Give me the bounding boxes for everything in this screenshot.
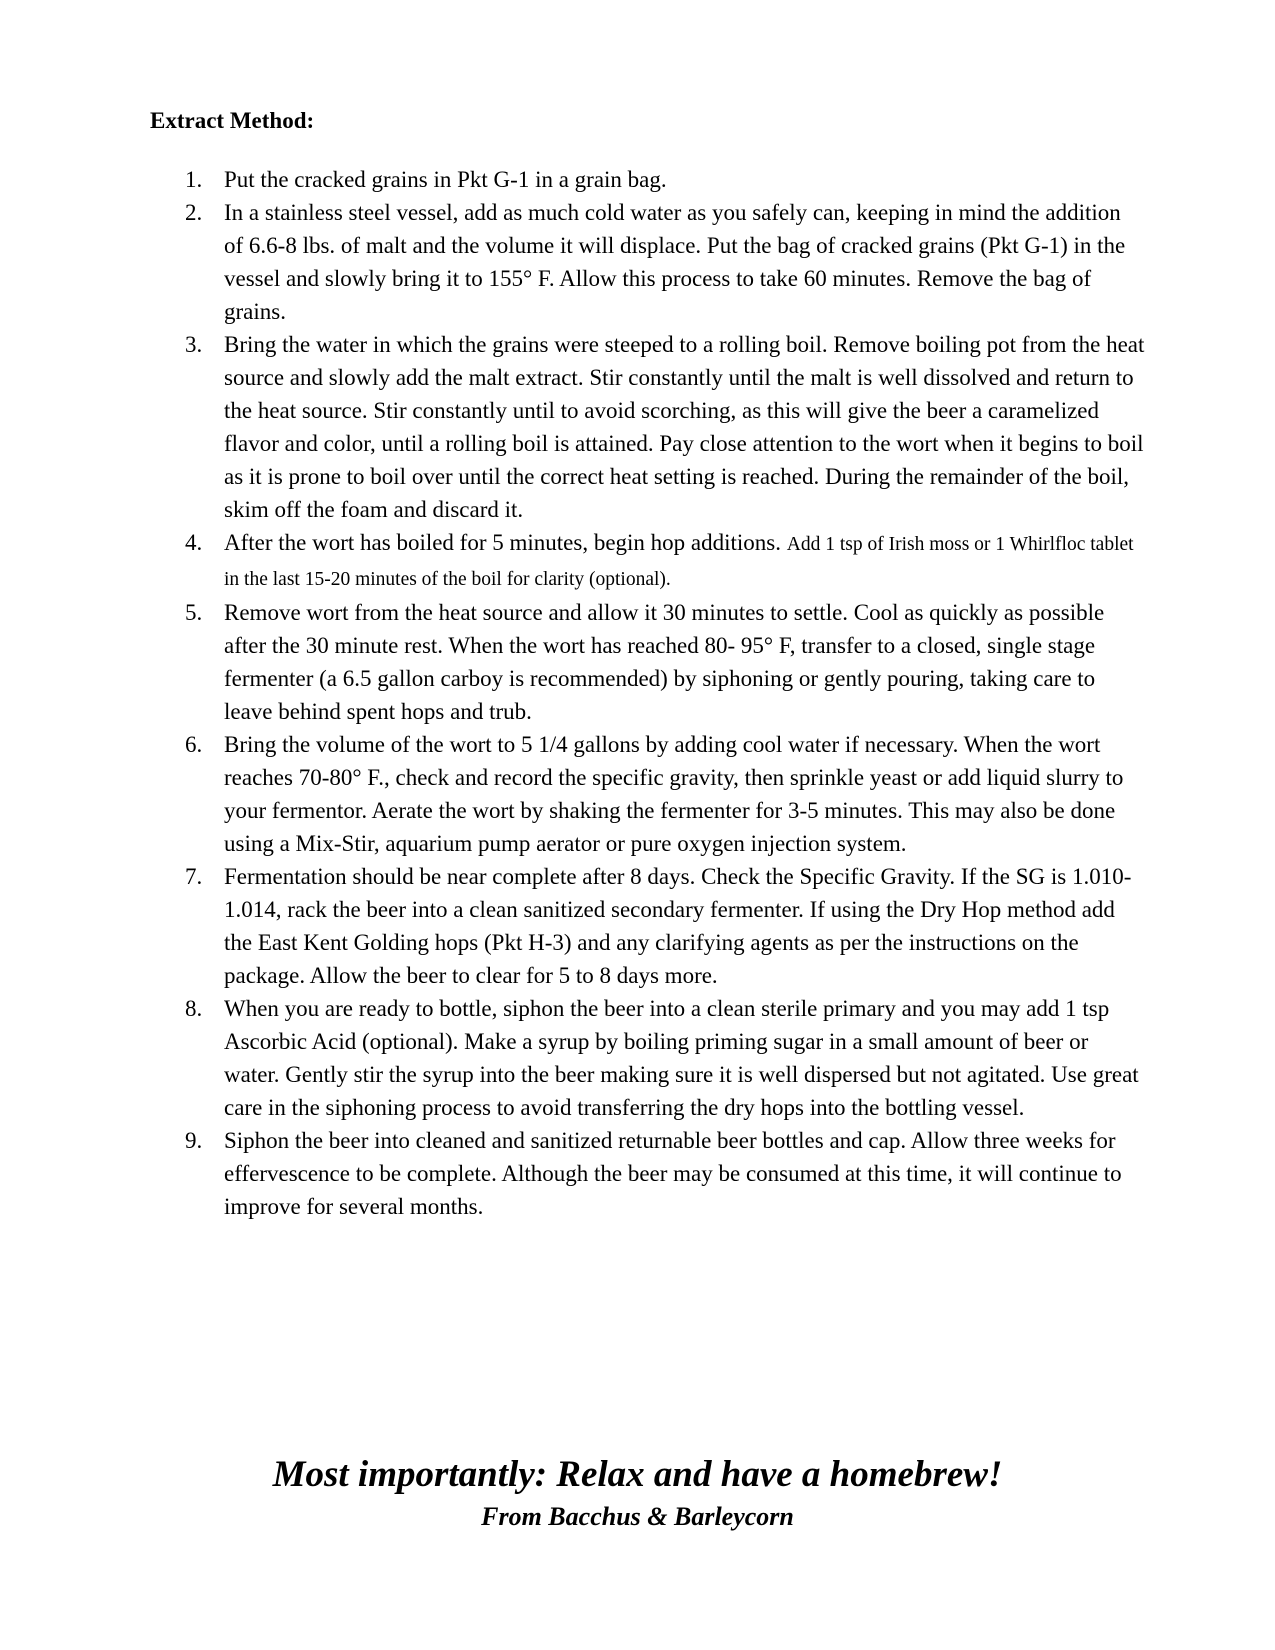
step-number: 6. — [185, 732, 203, 757]
step-number: 8. — [185, 996, 203, 1021]
step-text: Siphon the beer into cleaned and sanitized returnable beer bottles and cap. Allow three weeks for effervescence to be complete. Although the beer may be consumed at this time, it will continue to improve for several months. — [224, 1128, 1122, 1219]
step-text: Remove wort from the heat source and allow it 30 minutes to settle. Cool as quickly as possible after the 30 minute rest. When the wort has reached 80- 95° F, transfer to a closed, single stage fermenter (a 6.5 gallon carboy is recommended) by siphoning or gently pouring, taking care to leave behind spent hops and trub. — [224, 600, 1105, 724]
instruction-step — [185, 1124, 1145, 1223]
section-heading: Extract Method: — [150, 108, 315, 133]
step-number: 2. — [185, 200, 203, 225]
instruction-step — [185, 596, 1145, 728]
step-text: Bring the volume of the wort to 5 1/4 gallons by adding cool water if necessary. When the wort reaches 70-80° F., check and record the specific gravity, then sprinkle yeast or add liquid slurry to your fermentor. Aerate the wort by shaking the fermenter for 3-5 minutes. This may also be done using a Mix-Stir, aquarium pump aerator or pure oxygen injection system. — [224, 732, 1124, 856]
step-note-text: Add 1 tsp of Irish moss or 1 Whirlfloc tablet in the last 15-20 minutes of the boil for clarity (optional). — [224, 534, 1134, 590]
step-number: 1. — [185, 167, 203, 192]
step-number: 7. — [185, 864, 203, 889]
step-text: After the wort has boiled for 5 minutes, begin hop additions. — [224, 530, 782, 555]
step-text: Bring the water in which the grains were steeped to a rolling boil. Remove boiling pot from the heat source and slowly add the malt extract. Stir constantly until the malt is well dissolved and return to the heat source. Stir constantly until to avoid scorching, as this will give the beer a caramelized flavor and color, until a rolling boil is attained. Pay close attention to the wort when it begins to boil as it is prone to boil over until the correct heat setting is reached. During the remainder of the boil, skim off the foam and discard it. — [224, 332, 1145, 522]
step-number: 3. — [185, 332, 203, 357]
instruction-step — [185, 328, 1145, 526]
instruction-step — [185, 728, 1145, 860]
footer-tagline: Most importantly: Relax and have a homebrew! — [272, 1454, 1003, 1495]
step-text: In a stainless steel vessel, add as much cold water as you safely can, keeping in mind the addition of 6.6-8 lbs. of malt and the volume it will displace. Put the bag of cracked grains (Pkt G-1) in the vessel and slowly bring it to 155° F. Allow this process to take 60 minutes. Remove the bag of grains. — [224, 200, 1126, 324]
footer-credit: From Bacchus & Barleycorn — [481, 1502, 794, 1531]
step-number: 4. — [185, 530, 203, 555]
step-text: Fermentation should be near complete after 8 days. Check the Specific Gravity. If the SG is 1.010-1.014, rack the beer into a clean sanitized secondary fermenter. If using the Dry Hop method add the East Kent Golding hops (Pkt H-3) and any clarifying agents as per the instructions on the package. Allow the beer to clear for 5 to 8 days more. — [224, 864, 1132, 988]
step-number: 5. — [185, 600, 203, 625]
step-text: Put the cracked grains in Pkt G-1 in a grain bag. — [224, 167, 667, 192]
instruction-step — [185, 196, 1145, 328]
instruction-step — [185, 526, 1145, 596]
step-number: 9. — [185, 1128, 203, 1153]
step-text: When you are ready to bottle, siphon the beer into a clean sterile primary and you may add 1 tsp Ascorbic Acid (optional). Make a syrup by boiling priming sugar in a small amount of beer or water. Gently stir the syrup into the beer making sure it is well dispersed but not agitated. Use great care in the siphoning process to avoid transferring the dry hops into the bottling vessel. — [224, 996, 1139, 1120]
instruction-step — [185, 163, 1145, 196]
instruction-list — [185, 163, 1145, 1223]
instruction-step — [185, 860, 1145, 992]
instruction-step — [185, 992, 1145, 1124]
